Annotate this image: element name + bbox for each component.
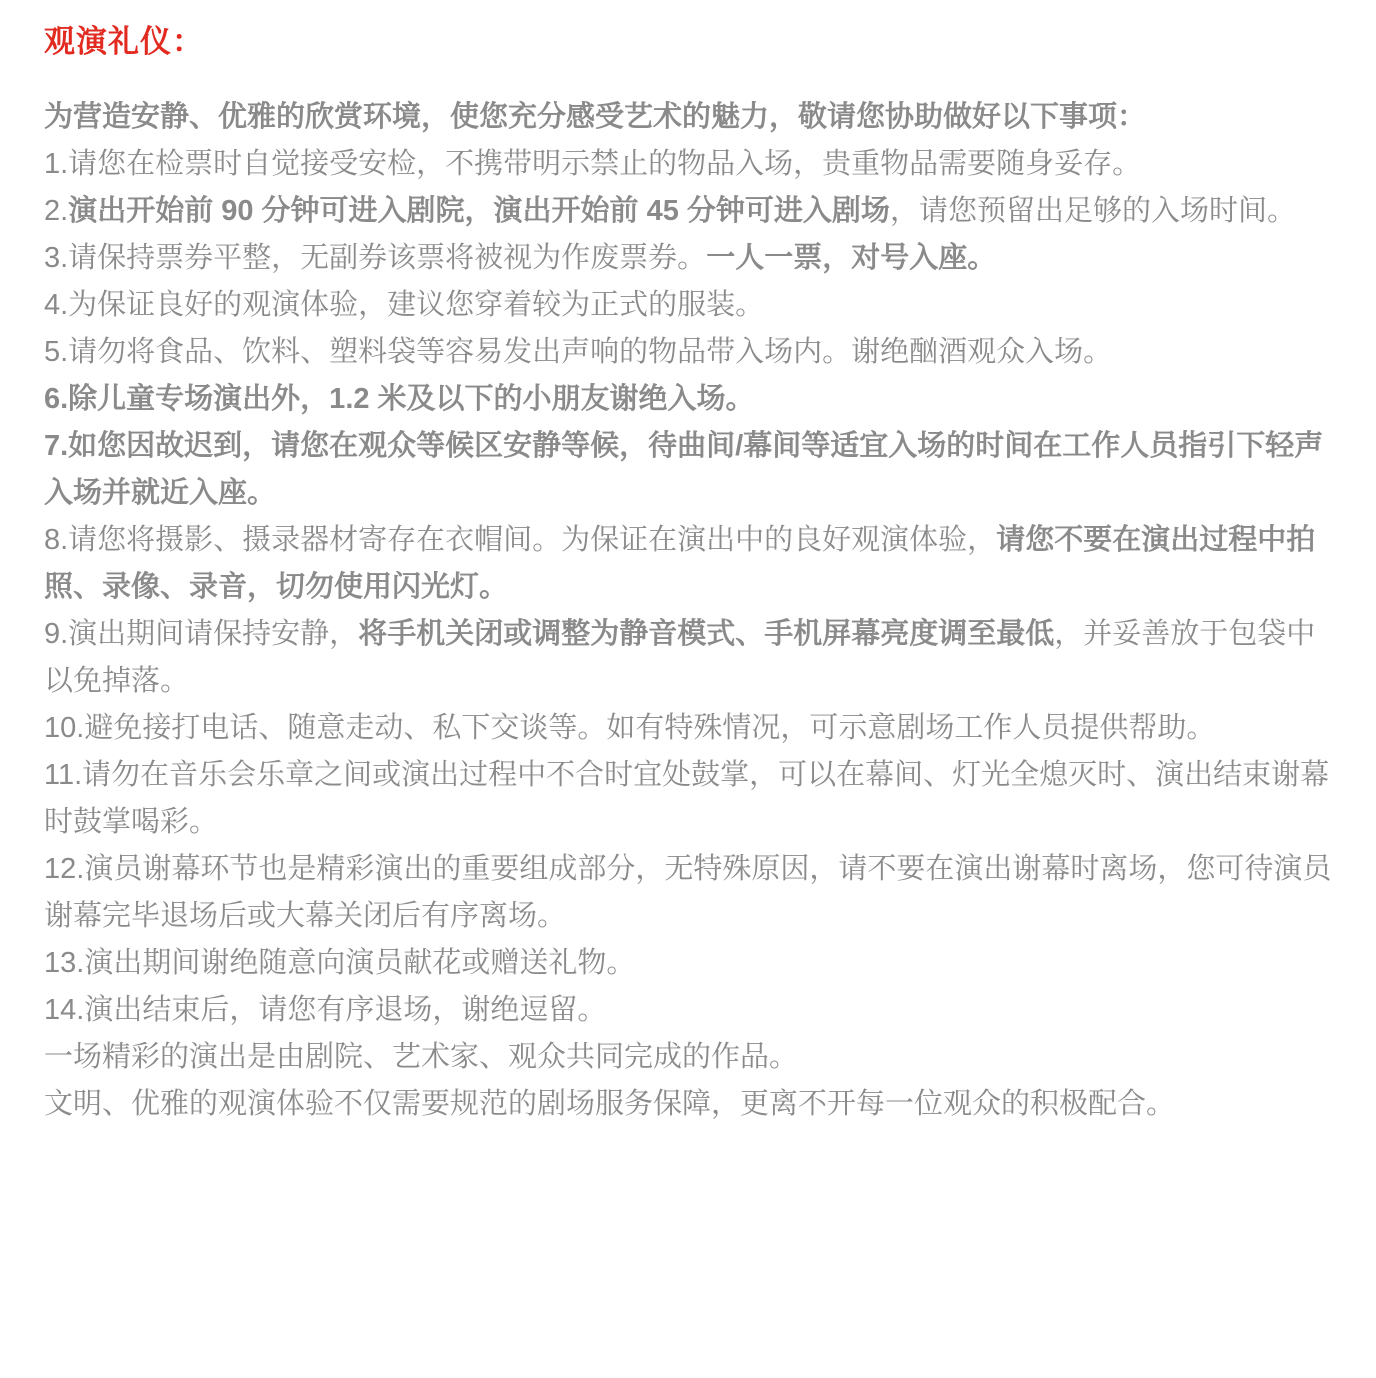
etiquette-item-10 [44, 705, 1332, 752]
text-run: 文明、优雅的观演体验不仅需要规范的剧场服务保障，更离不开每一位观众的积极配合。 [44, 1088, 1176, 1120]
text-run: 2. [44, 195, 69, 227]
text-run: 4.为保证良好的观演体验，建议您穿着较为正式的服装。 [44, 289, 765, 321]
text-run-bold: 演出开始前 90 分钟可进入剧院，演出开始前 45 分钟可进入剧场 [68, 195, 890, 227]
text-run: 12.演员谢幕环节也是精彩演出的重要组成部分，无特殊原因，请不要在演出谢幕时离场，您可待演员谢幕完毕退场后或大幕关闭后有序离场。 [44, 853, 1332, 932]
text-run: 8.请您将摄影、摄录器材寄存在衣帽间。为保证在演出中的良好观演体验， [44, 524, 997, 556]
etiquette-item-3 [44, 235, 1332, 282]
etiquette-item-11 [44, 752, 1332, 846]
text-run: 13.演出期间谢绝随意向演员献花或赠送礼物。 [44, 947, 636, 979]
text-run-bold: 请您不要在演出过程中拍照、录像、录音，切勿使用闪光灯。 [44, 524, 1316, 603]
text-run: 10.避免接打电话、随意走动、私下交谈等。如有特殊情况，可示意剧场工作人员提供帮助。 [44, 712, 1216, 744]
etiquette-item-6 [44, 376, 1332, 423]
etiquette-item-5 [44, 329, 1332, 376]
etiquette-item-7 [44, 423, 1332, 517]
etiquette-item-4 [44, 282, 1332, 329]
text-run-bold: 6.除儿童专场演出外，1.2 米及以下的小朋友谢绝入场。 [44, 383, 755, 415]
etiquette-item-9 [44, 611, 1332, 705]
text-run: 14.演出结束后，请您有序退场，谢绝逗留。 [44, 994, 607, 1026]
closing-line-2 [44, 1081, 1332, 1128]
text-run: 9.演出期间请保持安静， [44, 618, 359, 650]
etiquette-item-1 [44, 141, 1332, 188]
text-run: 1.请您在检票时自觉接受安检，不携带明示禁止的物品入场，贵重物品需要随身妥存。 [44, 148, 1142, 180]
text-run-bold: 一人一票，对号入座。 [706, 242, 997, 274]
text-run: 为营造安静、优雅的欣赏环境，使您充分感受艺术的魅力，敬请您协助做好以下事项： [44, 101, 1147, 133]
text-run: 5.请勿将食品、饮料、塑料袋等容易发出声响的物品带入场内。谢绝酗酒观众入场。 [44, 336, 1113, 368]
text-run: 一场精彩的演出是由剧院、艺术家、观众共同完成的作品。 [44, 1041, 799, 1073]
text-run-bold: 将手机关闭或调整为静音模式、手机屏幕亮度调至最低 [358, 618, 1055, 650]
text-run: ，请您预留出足够的入场时间。 [889, 195, 1296, 227]
etiquette-item-8 [44, 517, 1332, 611]
page-title: 观演礼仪： [44, 24, 204, 59]
etiquette-item-12 [44, 846, 1332, 940]
etiquette-item-14 [44, 987, 1332, 1034]
closing-line-1 [44, 1034, 1332, 1081]
etiquette-intro [44, 94, 1332, 141]
etiquette-item-2 [44, 188, 1332, 235]
etiquette-item-13 [44, 940, 1332, 987]
text-run: 11.请勿在音乐会乐章之间或演出过程中不合时宜处鼓掌，可以在幕间、灯光全熄灭时、演出结束谢幕时鼓掌喝彩。 [44, 759, 1330, 838]
text-run: ，并妥善放于包袋中以免掉落。 [44, 618, 1316, 697]
text-run: 3.请保持票券平整，无副券该票将被视为作废票券。 [44, 242, 707, 274]
text-run-bold: 7.如您因故迟到，请您在观众等候区安静等候，待曲间/幕间等适宜入场的时间在工作人员指引下轻声入场并就近入座。 [44, 430, 1324, 509]
